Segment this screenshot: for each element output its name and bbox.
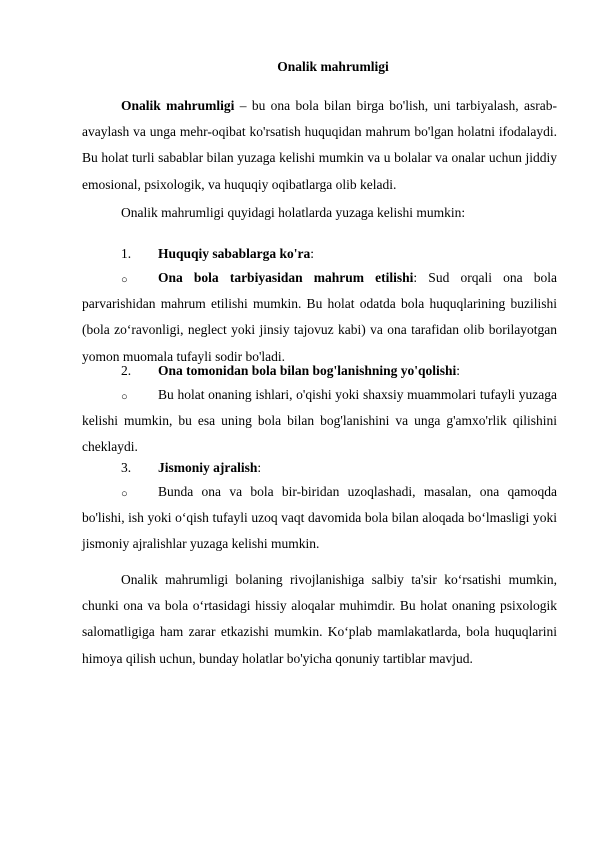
- lead-paragraph: Onalik mahrumligi quyidagi holatlarda yuzaga kelishi mumkin:: [121, 205, 466, 220]
- sub-item-1-text: : Sud orqali ona bola parvarishidan mahrum etilishi mumkin. Bu holat odatda bola huquqlarining buzilishi (bola zo‘ravonligi, neglect yoki jinsiy tajovuz kabi) va ona tarafidan olib borilayotgan yomon muomala tufayli sodir bo'ladi.: [82, 270, 557, 364]
- list-number-1: 1.: [121, 246, 132, 261]
- intro-text: – bu ona bola bilan birga bo'lish, uni tarbiyalash, asrab-avaylash va unga mehr-oqibat ko'rsatish huquqidan mahrum bo'lgan holatni ifodalaydi. Bu holat turli sabablar bilan yuzaga kelishi mumkin va u bolalar va onalar uchun jiddiy emosional, psixologik, va huquqiy oqibatlarga olib keladi.: [82, 98, 557, 192]
- sub-item-2: Bu holat onaning ishlari, o'qishi yoki shaxsiy muammolari tufayli yuzaga kelishi mumkin, bu esa uning bola bilan bog'lanishini va unga g'amxo'rlik qilishini cheklaydi.: [82, 387, 557, 455]
- sub-bullet-3: ○: [121, 488, 128, 500]
- list-heading-1-text: Huquqiy sabablarga ko'ra: [158, 246, 311, 261]
- list-number-2: 2.: [121, 363, 132, 378]
- list-heading-3: Jismoniy ajralish:: [158, 460, 262, 475]
- list-number-3: 3.: [121, 460, 132, 475]
- conclusion-paragraph: Onalik mahrumligi bolaning rivojlanishiga salbiy ta'sir ko‘rsatishi mumkin, chunki ona va bola o‘rtasidagi hissiy aloqalar muhimdir. Bu holat onaning psixologik salomatligiga ham zarar etkazishi mumkin. Ko‘plab mamlakatlarda, bola huquqlarini himoya qilish uchun, bunday holatlar bo'yicha qonuniy tartiblar mavjud.: [82, 572, 557, 666]
- sub-item-1: [82, 265, 557, 370]
- sub-item-3: Bunda ona va bola bir-biridan uzoqlashadi, masalan, ona qamoqda bo'lishi, ish yoki o‘qish tufayli uzoq vaqt davomida bola bilan aloqada bo‘lmasligi yoki jismoniy ajralishlar yuzaga kelishi mumkin.: [82, 484, 557, 552]
- page-title: Onalik mahrumligi: [277, 59, 389, 74]
- sub-item-1-term: Ona bola tarbiyasidan mahrum etilishi: [158, 270, 414, 285]
- list-heading-2-text: Ona tomonidan bola bilan bog'lanishning yo'qolishi: [158, 363, 457, 378]
- intro-paragraph: [82, 93, 557, 198]
- list-heading-1: Huquqiy sabablarga ko'ra:: [158, 246, 315, 261]
- sub-bullet-2: ○: [121, 391, 128, 403]
- list-heading-2: Ona tomonidan bola bilan bog'lanishning yo'qolishi:: [158, 363, 461, 378]
- intro-term: Onalik mahrumligi: [121, 98, 235, 113]
- sub-bullet-1: ○: [121, 274, 128, 286]
- list-heading-3-text: Jismoniy ajralish: [158, 460, 258, 475]
